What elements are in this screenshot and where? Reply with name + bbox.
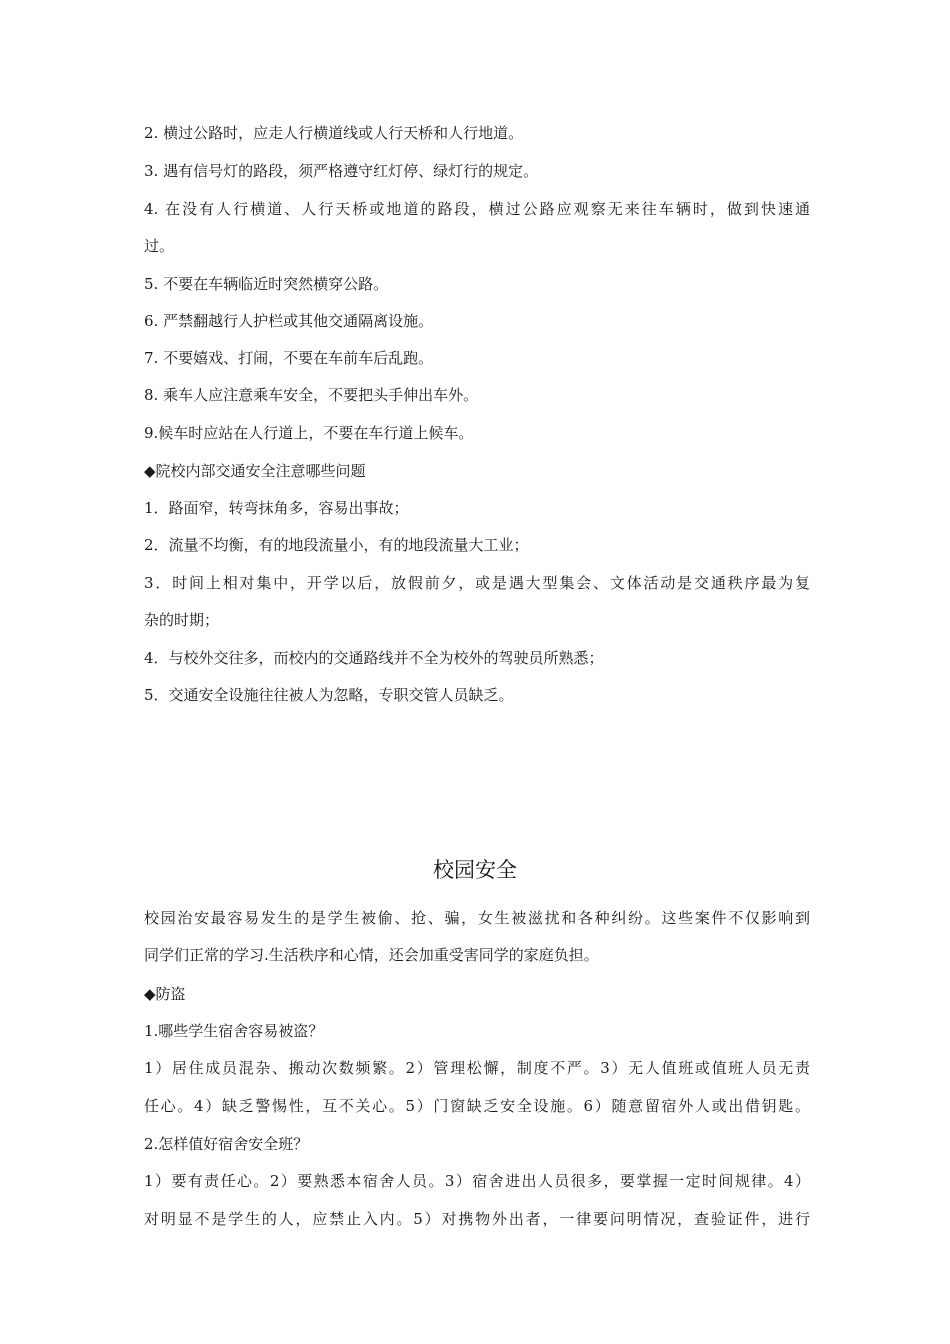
paragraph-line: 1）居住成员混杂、搬动次数频繁。2）管理松懈，制度不严。3）无人值班或值班人员无责 bbox=[144, 1059, 810, 1077]
paragraph-line: 4．与校外交往多，而校内的交通路线并不全为校外的驾驶员所熟悉； bbox=[144, 649, 604, 667]
paragraph-line: 校园治安最容易发生的是学生被偷、抢、骗，女生被滋扰和各种纠纷。这些案件不仅影响到 bbox=[144, 909, 810, 927]
paragraph-line: 6. 严禁翻越行人护栏或其他交通隔离设施。 bbox=[144, 312, 434, 330]
paragraph-line: 同学们正常的学习.生活秩序和心情，还会加重受害同学的家庭负担。 bbox=[144, 946, 599, 964]
paragraph-line: 1.哪些学生宿舍容易被盗？ bbox=[144, 1022, 324, 1040]
paragraph-line: 对明显不是学生的人，应禁止入内。5）对携物外出者，一律要问明情况，查验证件，进行 bbox=[144, 1210, 810, 1228]
paragraph-line: 5. 不要在车辆临近时突然横穿公路。 bbox=[144, 275, 389, 293]
paragraph-line: 1）要有责任心。2）要熟悉本宿舍人员。3）宿舍进出人员很多，要掌握一定时间规律。4） bbox=[144, 1172, 810, 1190]
paragraph-line: 3．时间上相对集中，开学以后，放假前夕，或是遇大型集会、文体活动是交通秩序最为复 bbox=[144, 574, 810, 592]
section-heading: ◆防盗 bbox=[144, 985, 186, 1003]
paragraph-line: 8. 乘车人应注意乘车安全，不要把头手伸出车外。 bbox=[144, 386, 479, 404]
paragraph-line: 9.候车时应站在人行道上，不要在车行道上候车。 bbox=[144, 424, 474, 442]
paragraph-line: 2．流量不均衡，有的地段流量小，有的地段流量大工业； bbox=[144, 536, 529, 554]
paragraph-line: 5．交通安全设施往往被人为忽略，专职交管人员缺乏。 bbox=[144, 686, 514, 704]
paragraph-line: 任心。4）缺乏警惕性，互不关心。5）门窗缺乏安全设施。6）随意留宿外人或出借钥匙。 bbox=[144, 1097, 810, 1115]
paragraph-line: 杂的时期； bbox=[144, 611, 220, 629]
paragraph-line: 3. 遇有信号灯的路段，须严格遵守红灯停、绿灯行的规定。 bbox=[144, 162, 539, 180]
paragraph-line: 7. 不要嬉戏、打闹，不要在车前车后乱跑。 bbox=[144, 349, 434, 367]
section-heading: ◆院校内部交通安全注意哪些问题 bbox=[144, 462, 366, 480]
paragraph-line: 过。 bbox=[144, 237, 175, 255]
page-title: 校园安全 bbox=[433, 858, 517, 882]
paragraph-line: 2. 横过公路时，应走人行横道线或人行天桥和人行地道。 bbox=[144, 124, 524, 142]
paragraph-line: 4. 在没有人行横道、人行天桥或地道的路段，横过公路应观察无来往车辆时，做到快速通 bbox=[144, 200, 810, 218]
paragraph-line: 1．路面窄，转弯抹角多，容易出事故； bbox=[144, 499, 409, 517]
paragraph-line: 2.怎样值好宿舍安全班？ bbox=[144, 1135, 309, 1153]
